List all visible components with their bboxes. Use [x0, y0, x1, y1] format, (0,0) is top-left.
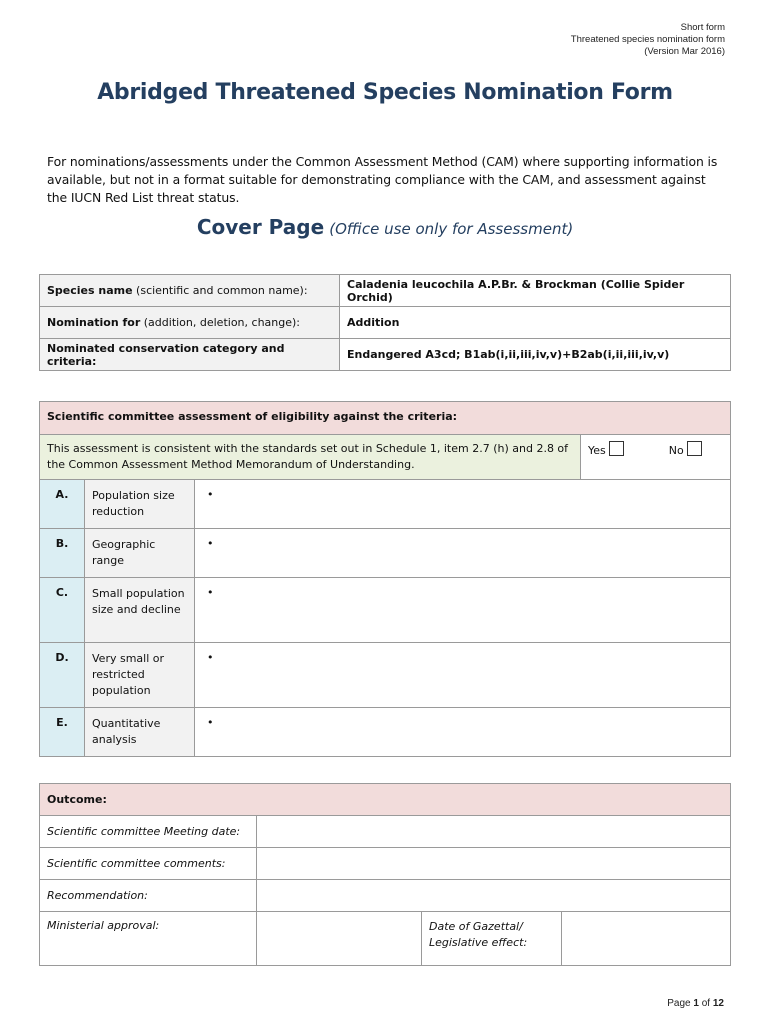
- ministerial-field[interactable]: [257, 912, 422, 966]
- criterion-letter: E.: [40, 708, 85, 757]
- no-checkbox[interactable]: [687, 441, 702, 456]
- criterion-bullet[interactable]: •: [195, 578, 731, 643]
- label-bold: Nominated conservation category and criteria:: [47, 341, 285, 368]
- gazettal-label: Date of Gazettal/ Legislative effect:: [422, 912, 562, 966]
- table-row: [40, 848, 731, 880]
- page-number: [667, 998, 724, 1009]
- table-row: [40, 480, 731, 529]
- criterion-name: Quantitative analysis: [85, 708, 195, 757]
- table-row: [40, 880, 731, 912]
- criterion-name: Small population size and decline: [85, 578, 195, 643]
- nomination-for-value: Addition: [340, 307, 731, 339]
- table-row: [40, 643, 731, 708]
- yes-checkbox[interactable]: [609, 441, 624, 456]
- table-row: [40, 912, 731, 966]
- outcome-heading-text: Outcome:: [47, 793, 107, 806]
- category-value: Endangered A3cd; B1ab(i,ii,iii,iv,v)+B2ab(i,ii,iii,iv,v): [340, 339, 731, 371]
- page-total: 12: [712, 998, 724, 1009]
- criterion-letter: D.: [40, 643, 85, 708]
- criterion-letter: C.: [40, 578, 85, 643]
- yes-label: Yes: [588, 444, 606, 457]
- header-version: (Version Mar 2016): [644, 46, 725, 57]
- species-name-label: [40, 275, 340, 307]
- table-row: [40, 529, 731, 578]
- page-title: Abridged Threatened Species Nomination Form: [97, 80, 673, 105]
- label-rest: (scientific and common name):: [132, 284, 308, 297]
- criterion-bullet[interactable]: •: [195, 480, 731, 529]
- document-header: [571, 22, 725, 58]
- outcome-table: [39, 783, 731, 966]
- criterion-bullet[interactable]: •: [195, 529, 731, 578]
- table-row: [40, 578, 731, 643]
- header-form-type: Short form: [680, 22, 725, 33]
- meeting-date-label: Scientific committee Meeting date:: [40, 816, 257, 848]
- criterion-letter: A.: [40, 480, 85, 529]
- page-current: 1: [693, 998, 699, 1009]
- criterion-letter: B.: [40, 529, 85, 578]
- criterion-bullet[interactable]: •: [195, 643, 731, 708]
- category-label: [40, 339, 340, 371]
- outcome-heading: [40, 784, 731, 816]
- table-row: [40, 816, 731, 848]
- meeting-date-field[interactable]: [257, 816, 731, 848]
- table-row: [40, 784, 731, 816]
- header-form-name: Threatened species nomination form: [570, 34, 725, 45]
- recommendation-label: Recommendation:: [40, 880, 257, 912]
- comments-field[interactable]: [257, 848, 731, 880]
- page-of: of: [701, 998, 711, 1009]
- intro-paragraph: For nominations/assessments under the Common Assessment Method (CAM) where supporting information is available, but not in a format suitable for demonstrating compliance with the CAM, and assessment against the IUCN Red List threat status.: [47, 154, 718, 205]
- criterion-bullet[interactable]: •: [195, 708, 731, 757]
- label-bold: Species name: [47, 284, 133, 297]
- assessment-heading: Scientific committee assessment of eligibility against the criteria:: [40, 402, 731, 435]
- cover-title: Cover Page: [196, 215, 325, 239]
- label-rest: (addition, deletion, change):: [140, 316, 300, 329]
- table-row: [40, 708, 731, 757]
- assessment-table: [39, 401, 731, 757]
- cover-heading: [0, 215, 770, 239]
- ministerial-label: Ministerial approval:: [40, 912, 257, 966]
- yes-no-cell: [581, 435, 731, 480]
- no-label: No: [668, 444, 684, 457]
- criterion-name: Population size reduction: [85, 480, 195, 529]
- criterion-name: Geographic range: [85, 529, 195, 578]
- consistency-statement: This assessment is consistent with the standards set out in Schedule 1, item 2.7 (h) and 2.8 of the Common Assessment Method Memorandum of Understanding.: [40, 435, 581, 480]
- species-name-value: Caladenia leucochila A.P.Br. & Brockman (Collie Spider Orchid): [340, 275, 731, 307]
- criterion-name: Very small or restricted population: [85, 643, 195, 708]
- cover-subtitle: (Office use only for Assessment): [329, 220, 574, 238]
- recommendation-field[interactable]: [257, 880, 731, 912]
- table-row: [40, 402, 731, 435]
- comments-label: Scientific committee comments:: [40, 848, 257, 880]
- table-row: [40, 307, 731, 339]
- species-table: [39, 274, 731, 371]
- nomination-for-label: [40, 307, 340, 339]
- gazettal-field[interactable]: [562, 912, 731, 966]
- page-prefix: Page: [667, 998, 691, 1009]
- label-bold: Nomination for: [47, 316, 141, 329]
- table-row: [40, 339, 731, 371]
- table-row: [40, 435, 731, 480]
- table-row: [40, 275, 731, 307]
